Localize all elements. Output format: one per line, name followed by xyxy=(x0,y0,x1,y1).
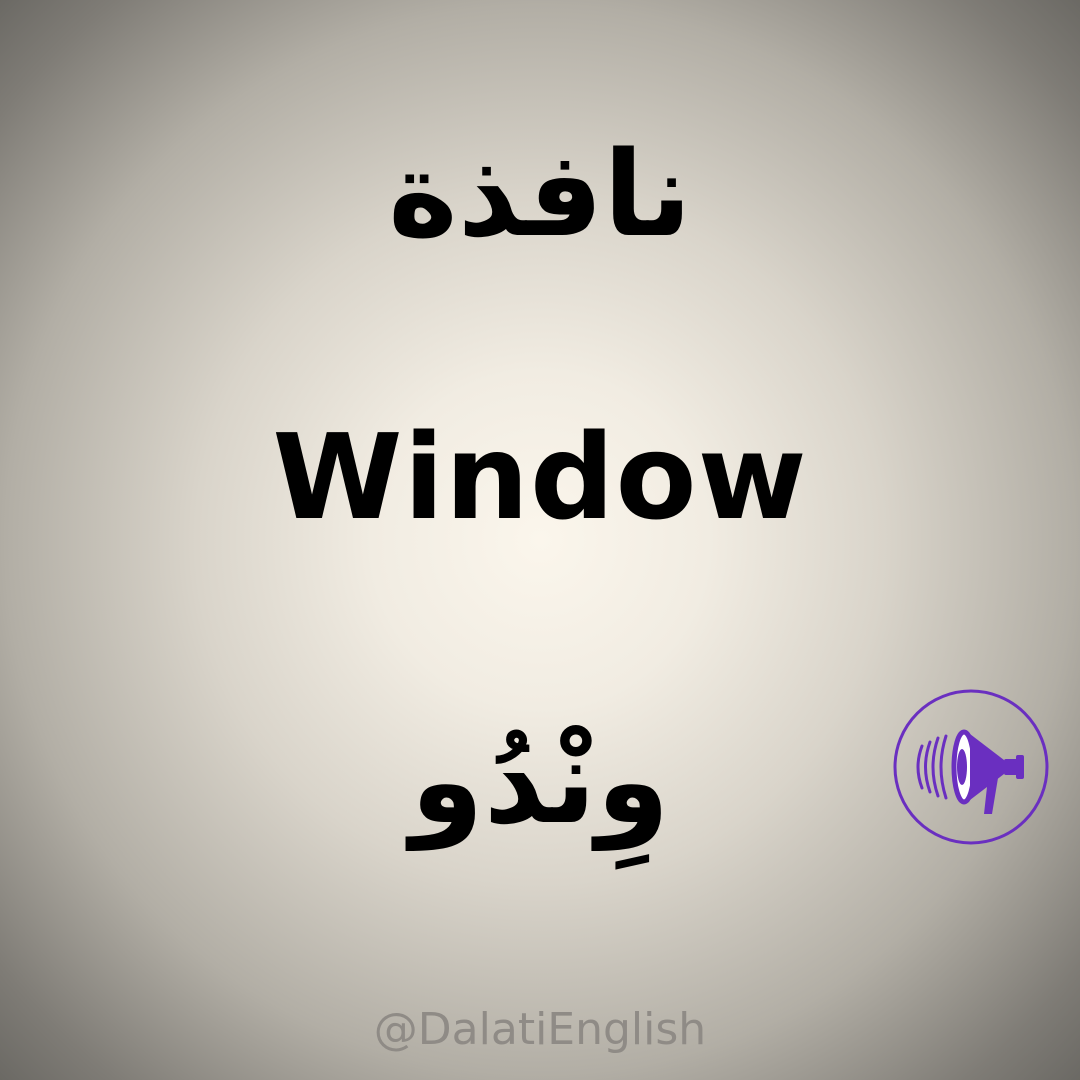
audio-button[interactable] xyxy=(892,688,1050,846)
english-word: Window xyxy=(272,408,808,546)
arabic-word: نافذة xyxy=(388,125,692,263)
megaphone-icon xyxy=(892,688,1050,846)
pronunciation: وِنْدُو xyxy=(410,712,670,850)
social-handle: @DalatiEnglish xyxy=(373,1004,707,1055)
